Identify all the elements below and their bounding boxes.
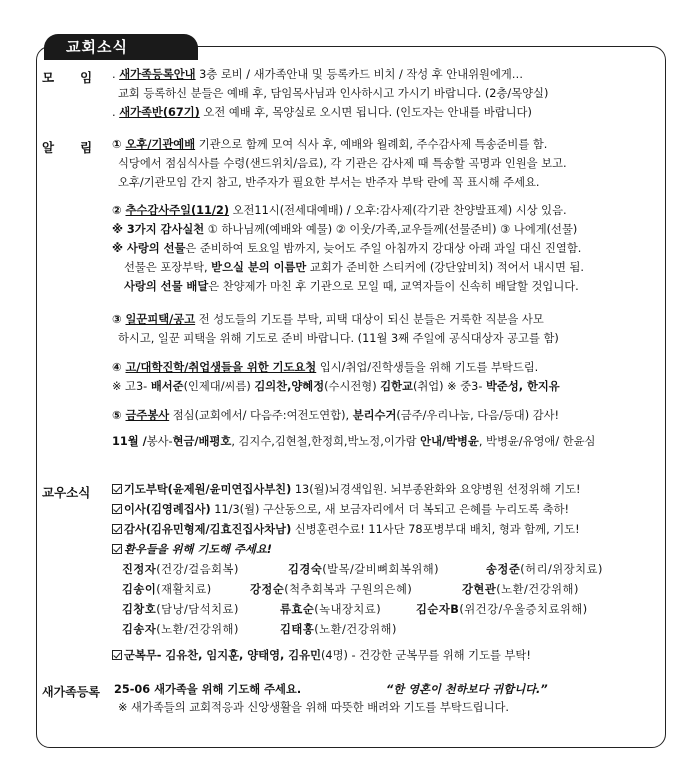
checkbox-icon — [112, 650, 122, 660]
checkbox-icon — [112, 504, 122, 514]
notice-3-head: ③ 일꾼피택/공고 전 성도들의 기도를 부탁, 피택 대상이 되신 분들은 거룩한 직분을 사모 — [112, 313, 544, 326]
notice-3-title: 일꾼피택/공고 — [125, 313, 196, 326]
notice-2-line-2: ※ 3가지 감사실천 ① 하나님께(예배와 예물) ② 이웃/가족,교우들께(선물준비) ③ 나에게(선물) — [112, 223, 578, 236]
notice-4-title: 고/대학진학/취업생들을 위한 기도요청 — [125, 361, 317, 374]
notice-2-line-4: 선물은 포장부탁, 받으실 분의 이름만 교회가 준비한 스티커에 (강단앞비치) 적어서 내시면 됨. — [124, 261, 584, 274]
newfamily-line-2: ※ 새가족들의 교회적응과 신앙생활을 위해 따뜻한 배려와 기도를 부탁드립니다. — [118, 701, 509, 714]
notice-1-line-3: 오후/기관모임 간지 참고, 반주자가 필요한 부서는 반주자 부탁 란에 꼭 표시해 주세요. — [118, 176, 540, 189]
notice-4-head: ④ 고/대학진학/취업생들을 위한 기도요청 입시/취업/진학생들을 위해 기도를 부탁드림. — [112, 361, 539, 374]
notice-1-line-2: 식당에서 점심식사를 수령(샌드위치/음료), 각 기관은 감사제 때 특송할 곡명과 인원을 보고. — [118, 157, 567, 170]
notice-1-head: ① 오후/기관예배 기관으로 함께 모여 식사 후, 예배와 월례회, 주수감사제 특송준비를 함. — [112, 138, 548, 151]
newfamily-quote: “한 영혼이 천하보다 귀합니다.” — [386, 683, 548, 696]
notice-2-title: 추수감사주일(11/2) — [125, 204, 230, 217]
gyowoo-moving: 이사(김영례집사) 11/3(월) 구산동으로, 새 보금자리에서 더 복되고 은혜를 누리도록 축하! — [112, 502, 569, 518]
gyowoo-military: 군복무- 김유찬, 임지훈, 양태영, 김유민(4명) - 건강한 군복무를 위해 기도를 부탁! — [112, 648, 531, 664]
checkbox-icon — [112, 524, 122, 534]
notice-2-head: ② 추수감사주일(11/2) 오전11시(전세대예배) / 오후:감사제(각기관 찬양발표제) 시상 있음. — [112, 204, 567, 217]
checkbox-icon — [112, 544, 122, 554]
gyowoo-thanks: 감사(김유민형제/김효진집사차남) 신병훈련수료! 11사단 78포병부대 배치, 형과 함께, 기도! — [112, 522, 580, 538]
notice-2-line-3: ※ 사랑의 선물은 준비하여 토요일 밤까지, 늦어도 주일 아침까지 강대상 아래 과일 대신 진열함. — [112, 242, 582, 255]
moim-line-2: 교회 등록하신 분들은 예배 후, 담임목사님과 인사하시고 가시기 바랍니다. (2층/목양실) — [118, 87, 549, 100]
label-allim: 알 림 — [42, 140, 93, 155]
checkbox-icon — [112, 484, 122, 494]
newfamily-line-1: 25-06 새가족을 위해 기도해 주세요. — [114, 683, 302, 696]
gyowoo-prayer-request: 기도부탁(윤제원/윤미연집사부친) 13(월)뇌경색입원. 뇌부종완화와 요양병원 선정위해 기도! — [112, 482, 581, 498]
moim-line-1: . 새가족등록안내 3층 로비 / 새가족안내 및 등록카드 비치 / 작성 후 안내위원에게… — [112, 68, 524, 81]
gyowoo-patients-head: 환우들을 위해 기도해 주세요! — [112, 542, 272, 558]
notice-1-title: 오후/기관예배 — [125, 138, 196, 151]
moim-line-3: . 새가족반(67기) 오전 예배 후, 목양실로 오시면 됩니다. (인도자는 안내를 바랍니다) — [112, 106, 532, 119]
section-title: 교회소식 — [44, 34, 198, 60]
notice-5-head: ⑤ 금주봉사 점심(교회에서/ 다음주:여전도연합), 분리수거(금주/우리나눔, 다음/등대) 감사! — [112, 409, 560, 422]
notice-2-line-5: 사랑의 선물 배달은 찬양제가 마친 후 기관으로 모일 때, 교역자들이 신속히 배달할 것입니다. — [124, 280, 579, 293]
notice-5-title: 금주봉사 — [125, 409, 170, 422]
notice-4-line-2: ※ 고3- 배서준(인제대/씨름) 김의찬,양혜정(수시전형) 김한교(취업) ※ 중3- 박준성, 한지유 — [112, 380, 560, 393]
label-newfamily: 새가족등록 — [42, 685, 100, 699]
label-moim: 모 임 — [42, 70, 93, 85]
label-gyowoo: 교우소식 — [42, 485, 91, 500]
notice-5-line-2: 11월 /봉사-현금/배평호, 김지수,김현철,한정희,박노정,이가람 안내/박병윤, 박병윤/유영애/ 한윤심 — [112, 435, 596, 448]
newcomer-class-title: 새가족반(67기) — [119, 106, 200, 119]
notice-3-line-2: 하시고, 일꾼 피택을 위해 기도로 준비 바랍니다. (11월 3째 주일에 공식대상자 공고를 함) — [118, 332, 559, 345]
newcomer-guide-title: 새가족등록안내 — [119, 68, 196, 81]
